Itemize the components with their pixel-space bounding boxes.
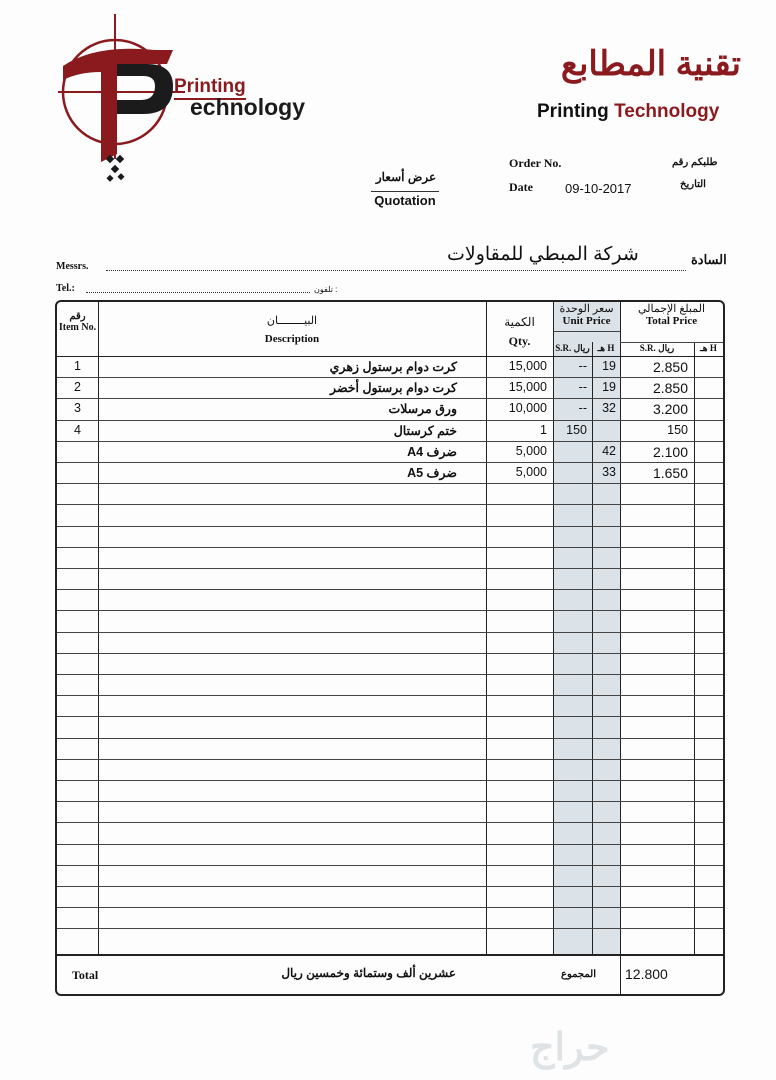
header-unit-h: هـ H (597, 343, 615, 353)
row-divider (57, 716, 723, 717)
tel-line (86, 292, 310, 293)
header-description: البيــــــــان Description (264, 315, 320, 345)
unit-sr-cell: -- (578, 359, 587, 373)
qty-cell: 15,000 (508, 380, 547, 395)
header-unit-sr: S.R. ريال (555, 343, 590, 353)
row-divider (57, 674, 723, 675)
messrs-line (106, 270, 686, 271)
row-divider (57, 822, 723, 823)
brand-name-line1: Printing (174, 76, 246, 100)
header-unit-price: سعر الوحدة Unit Price (559, 303, 614, 327)
qty-cell: 15,000 (508, 359, 547, 373)
unit-price-shade (553, 302, 620, 954)
row-divider (57, 632, 723, 633)
qty-cell: 10,000 (508, 401, 547, 416)
description-cell: ضرف A5 (407, 466, 457, 480)
row-divider (57, 865, 723, 866)
date-label: Date (509, 180, 533, 194)
description-cell: كرت دوام برستول زهري (329, 360, 457, 374)
row-divider (57, 928, 723, 929)
description-cell: كرت دوام برستول أخضر (330, 381, 457, 396)
qty-cell: 5,000 (515, 465, 547, 479)
row-divider (57, 568, 723, 569)
total-sr-cell: 1.650 (652, 465, 688, 481)
header-total-h: هـ H (700, 343, 717, 353)
messrs-label: Messrs. (56, 261, 89, 272)
row-divider (57, 526, 723, 527)
description-cell: ضرف A4 (407, 444, 457, 459)
qty-cell: 1 (540, 422, 547, 437)
quotation-table (55, 300, 725, 996)
total-sr-cell: 150 (667, 422, 688, 437)
total-value: 12.800 (625, 966, 668, 982)
unit-h-cell: 33 (602, 465, 616, 479)
quotation-title-ar: عرض أسعار (375, 170, 437, 184)
row-divider (57, 759, 723, 760)
total-sr-cell: 2.850 (652, 380, 688, 397)
unit-sr-cell: -- (578, 401, 587, 416)
row-divider (57, 462, 723, 463)
customer-name: شركة المبطي للمقاولات (447, 244, 639, 265)
row-divider (57, 844, 723, 845)
unit-h-cell: 32 (602, 401, 616, 416)
row-divider (57, 801, 723, 802)
unit-h-cell: 19 (602, 359, 616, 373)
date-value: 09-10-2017 (565, 181, 632, 196)
row-divider (57, 483, 723, 484)
brand-arabic: تقنية المطابع (560, 45, 741, 83)
row-divider (57, 653, 723, 654)
item-no-cell: 3 (74, 401, 81, 416)
total-label-ar: المجموع (561, 969, 596, 980)
row-divider (57, 695, 723, 696)
quotation-title: Quotation (371, 191, 439, 208)
total-sr-cell: 3.200 (652, 401, 688, 418)
row-divider (57, 441, 723, 442)
watermark: حراج (530, 1027, 610, 1069)
row-divider (57, 398, 723, 399)
unit-h-cell: 42 (602, 443, 616, 458)
total-in-words: عشرين ألف وستمائة وخمسين ريال (281, 966, 456, 980)
description-cell: ختم كرستال (393, 423, 457, 438)
brand-name-line2: echnology (190, 94, 306, 120)
header-item-no: رقم Item No. (58, 311, 97, 333)
row-divider (57, 610, 723, 611)
total-label: Total (72, 968, 99, 982)
description-cell: ورق مرسلات (388, 402, 457, 417)
total-sr-cell: 2.850 (652, 359, 688, 375)
row-divider (57, 886, 723, 887)
row-divider (57, 547, 723, 548)
header-total-price: المبلغ الإجمالي Total Price (638, 303, 705, 327)
item-no-cell: 4 (74, 422, 81, 437)
item-no-cell: 1 (74, 359, 81, 373)
row-divider (57, 907, 723, 908)
order-no-label: Order No. (509, 156, 562, 170)
header-qty: الكمية Qty. (504, 315, 535, 348)
tel-label-ar: تلفون : (314, 285, 338, 294)
row-divider (57, 377, 723, 378)
tel-label: Tel.: (56, 283, 75, 294)
row-divider (57, 589, 723, 590)
header-total-sr: S.R. ريال (639, 343, 675, 353)
messrs-label-ar: السادة (691, 252, 727, 267)
date-label-ar: التاريخ (680, 179, 706, 190)
qty-cell: 5,000 (515, 443, 547, 458)
row-divider (57, 738, 723, 739)
row-divider (57, 780, 723, 781)
brand-english-right: Printing Technology (537, 101, 720, 122)
total-sr-cell: 2.100 (652, 443, 688, 460)
row-divider (57, 420, 723, 421)
order-no-label-ar: طلبكم رقم (672, 157, 718, 168)
unit-sr-cell: 150 (566, 422, 587, 437)
item-no-cell: 2 (74, 380, 81, 395)
row-divider (57, 504, 723, 505)
unit-h-cell: 19 (602, 380, 616, 395)
unit-sr-cell: -- (578, 380, 587, 395)
